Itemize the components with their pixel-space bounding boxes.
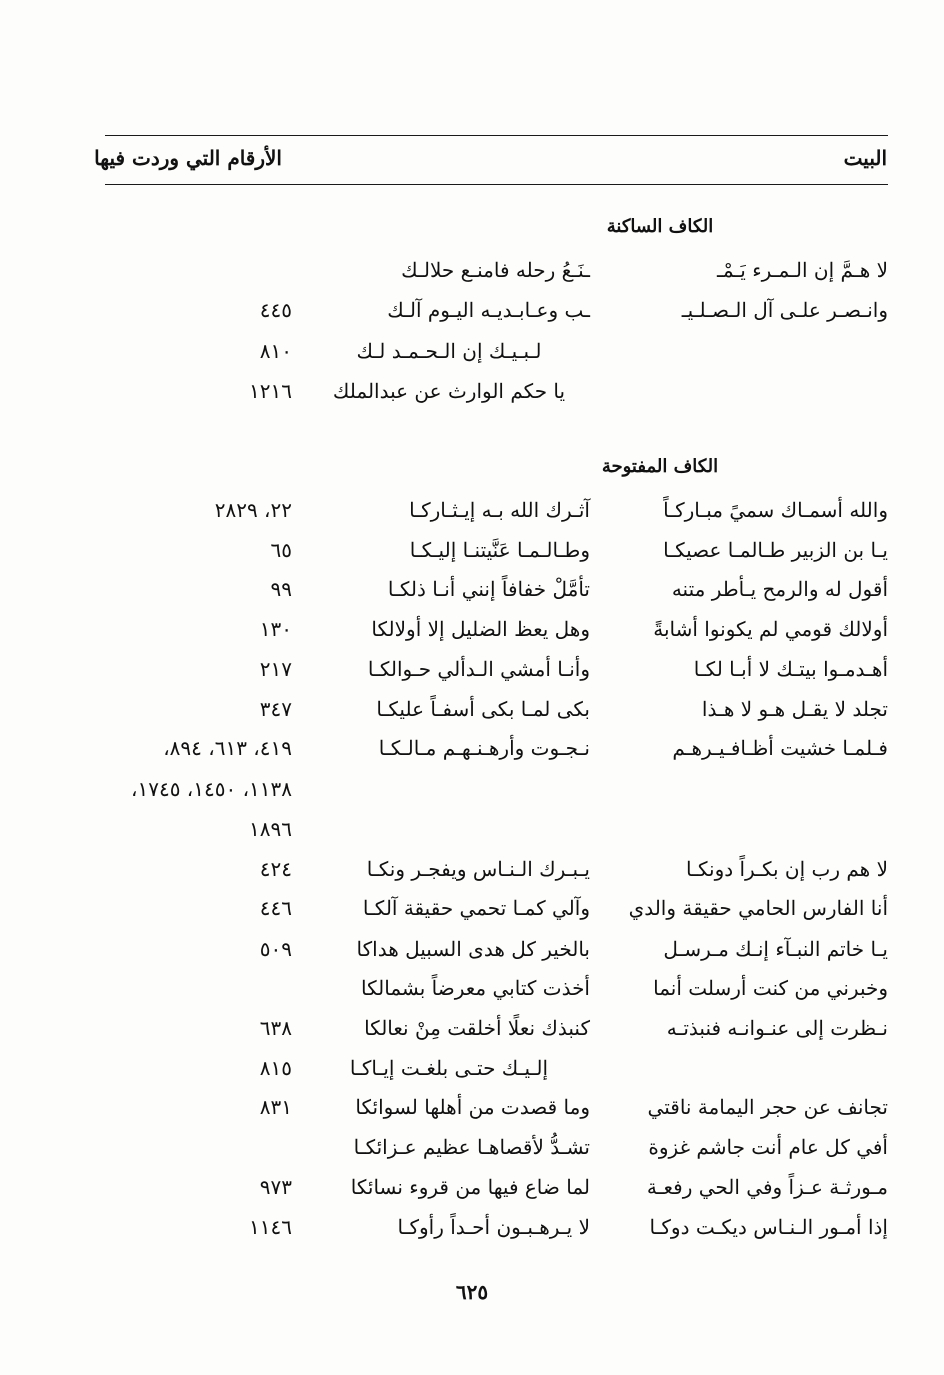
verse-first-hemistich: فـلمـا خشيت أظـافـيـرهـم (672, 736, 888, 760)
verse-first-hemistich: لا هم رب إن بكـراً دونكـا (686, 857, 888, 881)
verse-reference-numbers: ٥٠٩ (259, 937, 292, 961)
header-top-rule (105, 135, 888, 136)
page-number: ٦٢٥ (455, 1280, 489, 1304)
verse-reference-numbers: ١٢١٦ (249, 379, 292, 403)
verse-first-hemistich: أقول له والرمح يـأطر متنه (671, 577, 888, 601)
verse-second-hemistich: يـبـرك الـنـاس ويفجـر ونكـا (366, 857, 590, 881)
verse-reference-numbers: ٨١٠ (259, 339, 292, 363)
verse-reference-numbers: ٤٤٦ (259, 896, 292, 920)
verse-first-hemistich: لا هـمَّ إن الـمـرء يَـمْـ (716, 258, 888, 282)
header-bottom-rule (105, 184, 888, 185)
section-title: الكاف المفتوحة (601, 456, 719, 477)
verse-second-hemistich: آثـرك الله بـه إيـثـاركـا (409, 498, 590, 522)
verse-reference-numbers: ١٣٠ (259, 617, 292, 641)
verse-first-hemistich: مـورثـة عـزاً وفي الحي رفعـة (646, 1175, 888, 1199)
verse-first-hemistich: أنا الفارس الحامي حقيقة والدي (628, 896, 888, 920)
verse-first-hemistich: نـظرت إلى عنـوانـه فنبذتـه (666, 1016, 888, 1040)
verse-single-line: لـبـيـك إن الـحـمـد لـك (356, 339, 542, 363)
verse-reference-numbers: ٣٤٧ (259, 697, 292, 721)
verse-reference-numbers: ٨١٥ (259, 1056, 292, 1080)
verse-second-hemistich: بكى لمـا بكى أسفـاً عليكـا (376, 697, 590, 721)
verse-first-hemistich: وانـصـر علـى آل الـصـلـيـ (681, 298, 888, 322)
verse-first-hemistich: وخبرني من كنت أرسلت أنما (653, 976, 888, 1000)
verse-second-hemistich: لما ضاع فيها من قروء نسائكا (350, 1175, 590, 1199)
verse-second-hemistich: وآلي كمـا تحمي حقيقة آلكـا (362, 896, 590, 920)
verse-first-hemistich: أهـدمـوا بيتـك لا أبـا لكـا (693, 657, 888, 681)
verse-reference-numbers: ٦٥ (270, 538, 292, 562)
verse-first-hemistich: يـا بن الزبير طـالمـا عصيكـا (663, 538, 888, 562)
verse-first-hemistich: تجلد لا يقـل هـو لا هـذا (701, 697, 888, 721)
verse-single-line: إلـيـك حتـى بلغـت إيـاكـا (349, 1056, 549, 1080)
verse-second-hemistich: وهل يعظ الضليل إلا أولالكا (371, 617, 590, 641)
verse-second-hemistich: تأمَّلْ خفافاً إنني أنـا ذلكـا (387, 577, 590, 601)
verse-second-hemistich: أخذت كتابي معرضاً بشمالكا (361, 976, 590, 1000)
verse-reference-numbers: ١١٤٦ (249, 1215, 292, 1239)
verse-second-hemistich: نـجـوت وأرهـنـهـم مـالـكـا (378, 736, 590, 760)
verse-second-hemistich: لا يـرهـبـون أحـداً رأوكـا (397, 1215, 590, 1239)
verse-reference-numbers: ٨٣١ (259, 1095, 292, 1119)
header-refs-column: الأرقام التي وردت فيها (94, 146, 282, 170)
verse-first-hemistich: والله أسمـاك سميً مبـاركـاً (663, 498, 888, 522)
verse-second-hemistich: وطـالـمـا عَنَّيتنـا إليـكـا (409, 538, 590, 562)
verse-second-hemistich: ـب وعـابـديـه اليـوم آلـك (387, 298, 590, 322)
verse-second-hemistich: ـنَـعُ رحله فامنـع حلالـك (401, 258, 590, 282)
verse-reference-numbers: ١١٣٨، ١٤٥٠، ١٧٤٥، (131, 777, 292, 801)
verse-second-hemistich: وما قصدت من أهلها لسوائكا (355, 1095, 590, 1119)
verse-second-hemistich: كنبذك نعلًا أخلقت مِنْ نعالكا (364, 1016, 590, 1040)
header-verse-column: البيت (843, 146, 887, 170)
section-title: الكاف الساكنة (606, 216, 714, 237)
verse-reference-numbers: ٢٢، ٢٨٢٩ (214, 498, 292, 522)
verse-reference-numbers: ٤١٩، ٦١٣، ٨٩٤، (163, 736, 292, 760)
verse-reference-numbers: ٦٣٨ (259, 1016, 292, 1040)
verse-reference-numbers: ٤٢٤ (259, 857, 292, 881)
verse-first-hemistich: أفي كل عام أنت جاشم غزوة (648, 1135, 888, 1159)
verse-reference-numbers: ٤٤٥ (259, 298, 292, 322)
verse-single-line: يا حكم الوارث عن عبدالملك (332, 379, 566, 403)
verse-reference-numbers: ٢١٧ (259, 657, 292, 681)
verse-second-hemistich: وأنـا أمشي الـدألي حـوالكـا (367, 657, 590, 681)
verse-first-hemistich: أولالك قومي لم يكونوا أشابةً (653, 617, 888, 641)
verse-first-hemistich: تجانف عن حجر اليمامة ناقتي (647, 1095, 888, 1119)
verse-first-hemistich: إذا أمـور الـنـاس ديكـت دوكـا (649, 1215, 888, 1239)
verse-reference-numbers: ٩٩ (270, 577, 292, 601)
verse-reference-numbers: ٩٧٣ (259, 1175, 292, 1199)
verse-second-hemistich: تشـدُّ لأقصاهـا عظيم عـزائكـا (353, 1135, 590, 1159)
verse-reference-numbers: ١٨٩٦ (249, 817, 292, 841)
verse-second-hemistich: بالخير كل هدى السبيل هداكا (356, 937, 590, 961)
verse-first-hemistich: يـا خاتم النبـآء إنـك مـرسـل (663, 937, 888, 961)
